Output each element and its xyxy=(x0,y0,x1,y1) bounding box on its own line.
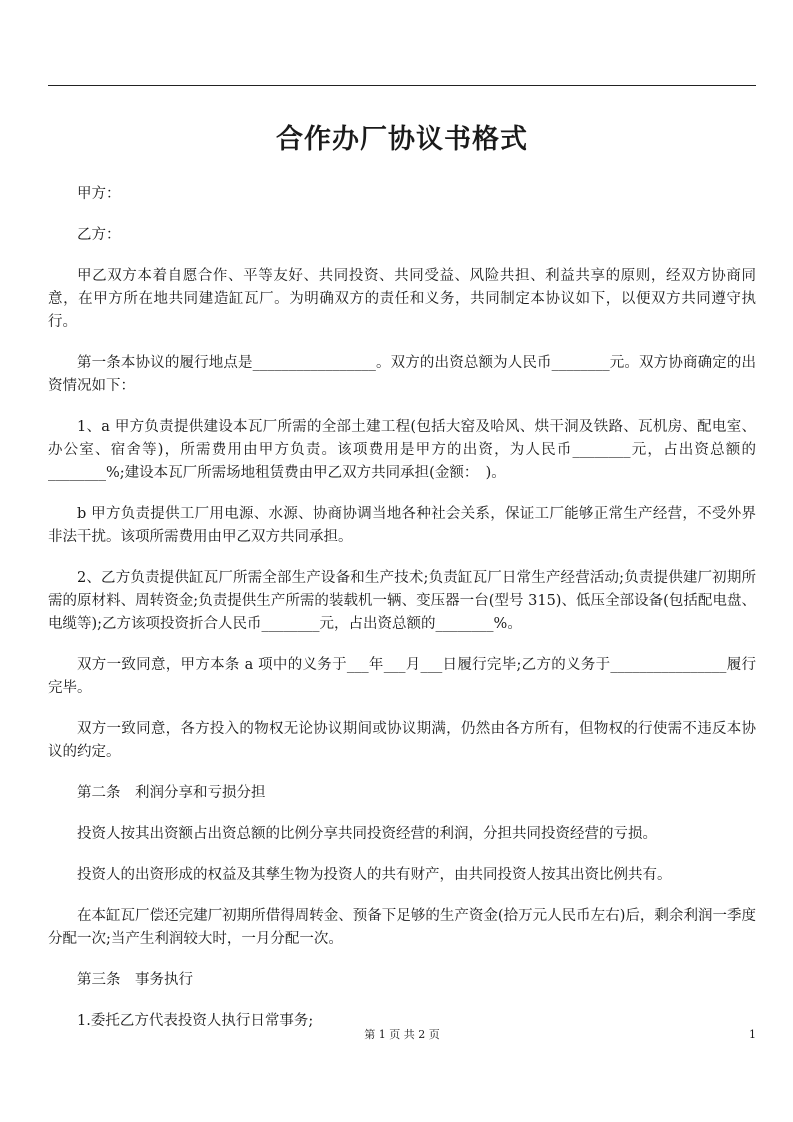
header-rule xyxy=(48,85,756,86)
deadline-paragraph: 双方一致同意，甲方本条 a 项中的义务于___年___月___日履行完毕;乙方的义务于________________履行完毕。 xyxy=(48,657,756,696)
page-number: 1 xyxy=(749,1028,756,1041)
property-rights-paragraph: 双方一致同意，各方投入的物权无论协议期间或协议期满，仍然由各方所有，但物权的行使需不违反本协议的约定。 xyxy=(48,721,756,760)
document-body xyxy=(48,183,756,1051)
page-indicator: 第 1 页 共 2 页 xyxy=(364,1028,440,1041)
article-3-heading: 第三条 事务执行 xyxy=(77,972,193,988)
party-b-line: 乙方： xyxy=(77,227,121,243)
distribution-paragraph: 在本缸瓦厂偿还完建厂初期所借得周转金、预备下足够的生产资金(拾万元人民币左右)后，剩余利润一季度分配一次;当产生利润较大时，一月分配一次。 xyxy=(48,908,756,947)
clause-1a-paragraph: 1、a 甲方负责提供建设本瓦厂所需的全部土建工程(包括大窑及哈风、烘干洞及铁路、瓦机房、配电室、办公室、宿舍等)，所需费用由甲方负责。该项费用是甲方的出资，为人民币________元，占出资总额的________%;建设本瓦厂所需场地租赁费由甲乙双方共同承担(金额： )。 xyxy=(48,419,756,481)
clause-2-paragraph: 2、乙方负责提供缸瓦厂所需全部生产设备和生产技术;负责缸瓦厂日常生产经营活动;负责提供建厂初期所需的原材料、周转资金;负责提供生产所需的装载机一辆、变压器一台(型号 315)、低压全部设备(包括配电盘、电缆等);乙方该项投资折合人民币________元，占出资总额的________%。 xyxy=(48,570,756,632)
document-title: 合作办厂协议书格式 xyxy=(276,124,528,155)
profit-share-paragraph: 投资人按其出资额占出资总额的比例分享共同投资经营的利润，分担共同投资经营的亏损。 xyxy=(77,826,657,842)
article-1-paragraph: 第一条本协议的履行地点是_________________。双方的出资总额为人民币________元。双方协商确定的出资情况如下： xyxy=(48,355,756,394)
page-footer xyxy=(48,1027,756,1043)
article-3-item-1: 1.委托乙方代表投资人执行日常事务; xyxy=(77,1013,314,1029)
article-2-heading: 第二条 利润分享和亏损分担 xyxy=(77,785,266,801)
party-a-line: 甲方： xyxy=(77,186,121,202)
preamble-paragraph: 甲乙双方本着自愿合作、平等友好、共同投资、共同受益、风险共担、利益共享的原则，经双方协商同意，在甲方所在地共同建造缸瓦厂。为明确双方的责任和义务，共同制定本协议如下，以便双方共同遵守执行。 xyxy=(48,268,756,330)
clause-1b-paragraph: b 甲方负责提供工厂用电源、水源、协商协调当地各种社会关系，保证工厂能够正常生产经营，不受外界非法干扰。该项所需费用由甲乙双方共同承担。 xyxy=(48,506,756,545)
joint-property-paragraph: 投资人的出资形成的权益及其孳生物为投资人的共有财产，由共同投资人按其出资比例共有。 xyxy=(77,867,672,883)
